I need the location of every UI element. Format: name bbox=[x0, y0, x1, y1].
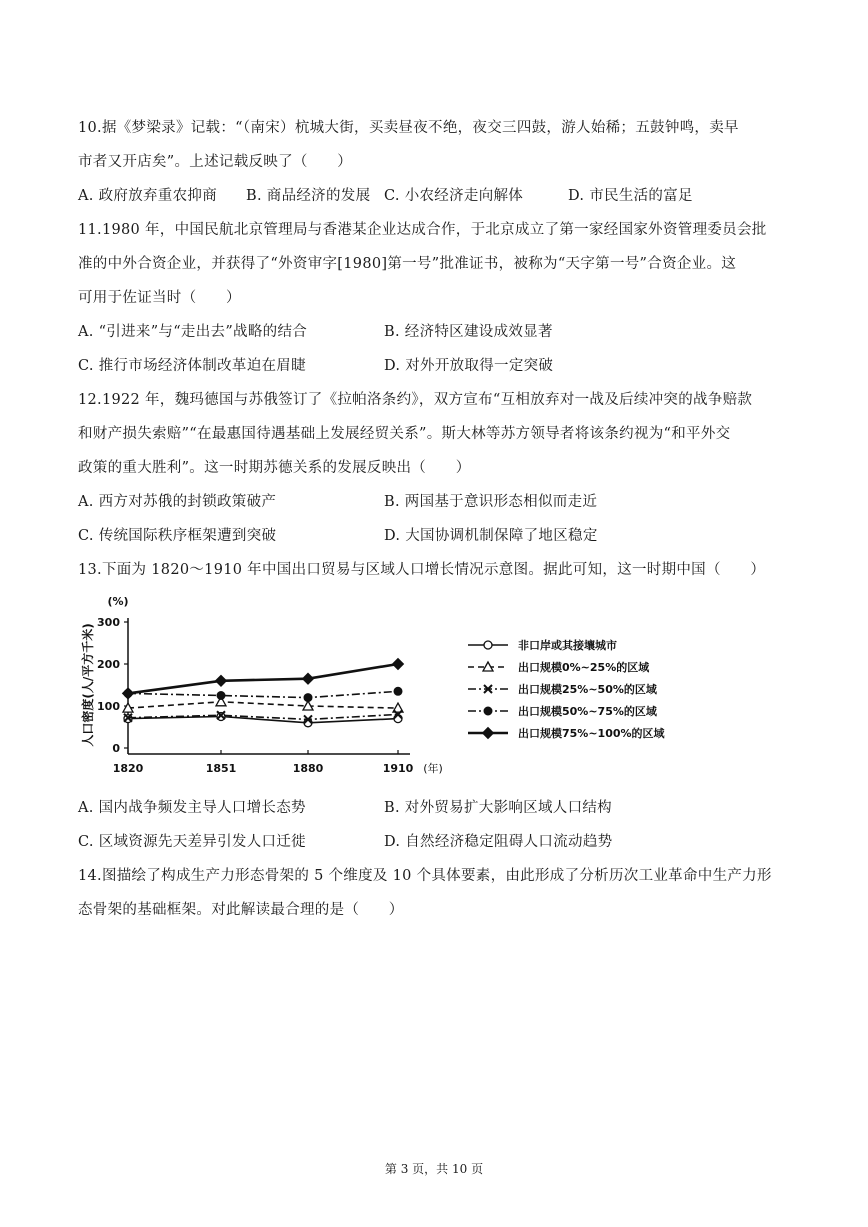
q11-option-a: A. “引进来”与“走出去”战略的结合 bbox=[78, 324, 308, 340]
q10-option-d: D. 市民生活的富足 bbox=[568, 188, 693, 204]
series-5-point bbox=[216, 675, 227, 686]
page-footer: 第 3 页，共 10 页 bbox=[384, 1162, 484, 1176]
x-tick-label: 1880 bbox=[292, 762, 324, 775]
series-4-point bbox=[217, 692, 225, 700]
x-tick-label: 1851 bbox=[205, 762, 237, 775]
q11-line-1: 11.1980 年，中国民航北京管理局与香港某企业达成合作，于北京成立了第一家经国家外资管理委员会批 bbox=[78, 222, 767, 238]
q11-option-c: C. 推行市场经济体制改革迫在眉睫 bbox=[78, 358, 306, 374]
q11-line-2: 准的中外合资企业，并获得了“外资审字[1980]第一号”批准证书，被称为“天字第一号”合资企业。这 bbox=[78, 256, 737, 272]
legend-label-2: 出口规模0%~25%的区域 bbox=[518, 661, 650, 674]
q13-option-a: A. 国内战争频发主导人口增长态势 bbox=[78, 800, 306, 816]
q12-option-c: C. 传统国际秩序框架遭到突破 bbox=[78, 528, 277, 544]
y-tick-label: 100 bbox=[97, 700, 120, 713]
legend-label-5: 出口规模75%~100%的区域 bbox=[518, 727, 665, 740]
legend-label-3: 出口规模25%~50%的区域 bbox=[518, 683, 657, 696]
q12-option-d: D. 大国协调机制保障了地区稳定 bbox=[384, 528, 598, 544]
legend-label-1: 非口岸或其接壤城市 bbox=[518, 639, 617, 652]
q13-option-d: D. 自然经济稳定阻碍人口流动趋势 bbox=[384, 834, 613, 850]
q13-line-1: 13.下面为 1820～1910 年中国出口贸易与区域人口增长情况示意图。据此可知，这一时期中国（ ） bbox=[78, 562, 766, 578]
y-tick-label: 300 bbox=[97, 616, 120, 629]
series-5-point bbox=[123, 688, 134, 699]
q12-line-3: 政策的重大胜利”。这一时期苏德关系的发展反映出（ ） bbox=[78, 460, 471, 476]
y-tick-label: 0 bbox=[112, 742, 120, 755]
legend-marker-5 bbox=[483, 728, 494, 739]
q12-line-1: 12.1922 年，魏玛德国与苏俄签订了《拉帕洛条约》，双方宣布“互相放弃对一战及后续冲突的战争赔款 bbox=[78, 392, 753, 408]
series-5-point bbox=[393, 659, 404, 670]
q12-option-a: A. 西方对苏俄的封锁政策破产 bbox=[78, 494, 277, 510]
q14-line-2: 态骨架的基础框架。对此解读最合理的是（ ） bbox=[78, 902, 404, 918]
legend-marker-4 bbox=[484, 707, 492, 715]
q10-option-c: C. 小农经济走向解体 bbox=[384, 188, 524, 204]
legend-label-4: 出口规模50%~75%的区域 bbox=[518, 705, 657, 718]
x-axis-unit: (年) bbox=[423, 762, 443, 775]
q13-option-c: C. 区域资源先天差异引发人口迁徙 bbox=[78, 834, 306, 850]
q10-line-2: 市者又开店矣”。上述记载反映了（ ） bbox=[78, 154, 353, 170]
q12-option-b: B. 两国基于意识形态相似而走近 bbox=[384, 494, 598, 510]
series-4-point bbox=[394, 687, 402, 695]
series-5-point bbox=[303, 673, 314, 684]
series-4-point bbox=[304, 694, 312, 702]
legend-marker-1 bbox=[484, 641, 492, 649]
series-line-5 bbox=[128, 664, 398, 693]
y-axis-label: 人口密度(人/平方千米) bbox=[81, 623, 95, 747]
q13-option-b: B. 对外贸易扩大影响区域人口结构 bbox=[384, 800, 612, 816]
y-tick-label: 200 bbox=[97, 658, 120, 671]
population-density-chart bbox=[78, 585, 718, 785]
q14-line-1: 14.图描绘了构成生产力形态骨架的 5 个维度及 10 个具体要素，由此形成了分析历次工业革命中生产力形 bbox=[78, 868, 772, 884]
q10-option-b: B. 商品经济的发展 bbox=[246, 188, 371, 204]
x-tick-label: 1910 bbox=[382, 762, 414, 775]
series-line-2 bbox=[128, 702, 398, 708]
series-line-4 bbox=[128, 691, 398, 697]
q11-line-3: 可用于佐证当时（ ） bbox=[78, 290, 241, 306]
x-tick-label: 1820 bbox=[112, 762, 144, 775]
q10-option-a: A. 政府放弃重农抑商 bbox=[78, 188, 217, 204]
q11-option-d: D. 对外开放取得一定突破 bbox=[384, 358, 554, 374]
y-axis-unit: (%) bbox=[107, 595, 129, 608]
q11-option-b: B. 经济特区建设成效显著 bbox=[384, 324, 553, 340]
q12-line-2: 和财产损失索赔”“在最惠国待遇基础上发展经贸关系”。斯大林等苏方领导者将该条约视为“和平外交 bbox=[78, 426, 731, 442]
q10-line-1: 10.据《梦梁录》记载：“（南宋）杭城大街，买卖昼夜不绝，夜交三四鼓，游人始稀；五鼓钟鸣，卖早 bbox=[78, 120, 739, 136]
